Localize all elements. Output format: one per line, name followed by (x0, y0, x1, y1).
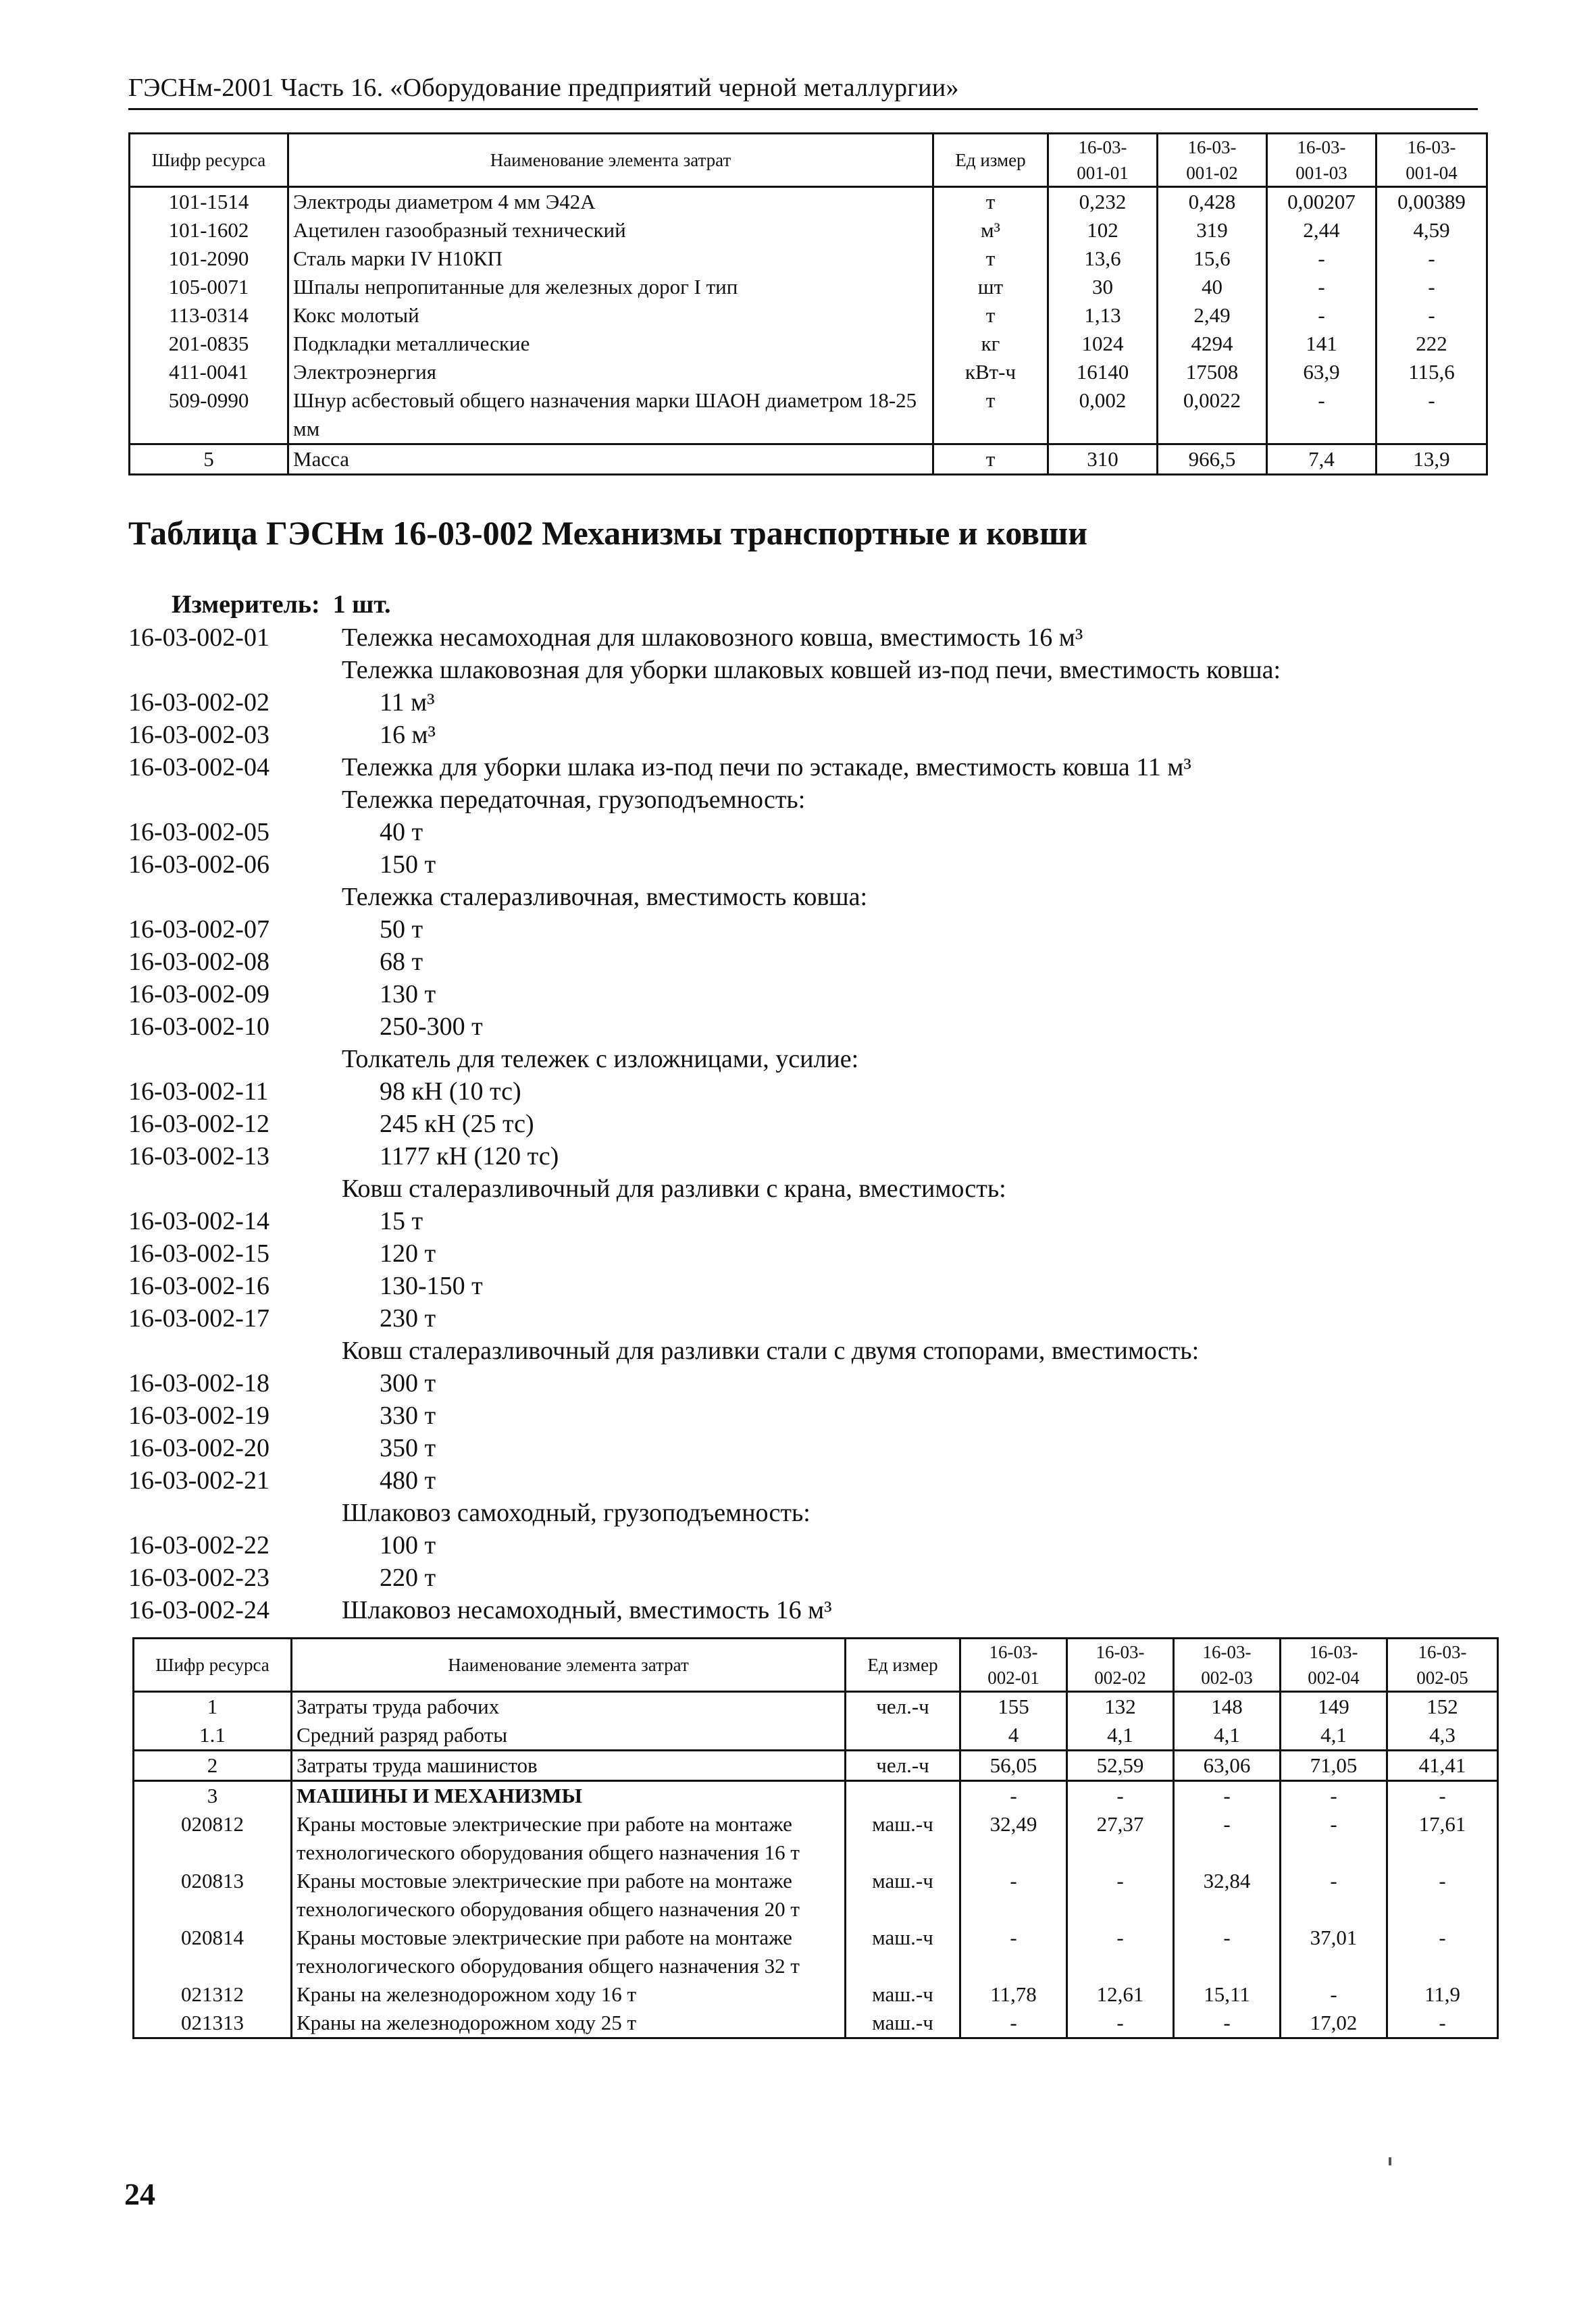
header-col: 16-03- 001-03 (1267, 134, 1376, 187)
spec-code: 16-03-002-16 (128, 1272, 269, 1300)
cell-value: 148 (1174, 1692, 1281, 1722)
cell-name: Затраты труда рабочих (292, 1692, 846, 1722)
cell-value: 40 (1158, 273, 1267, 301)
cell-value: 966,5 (1158, 444, 1267, 475)
spec-text: 15 т (380, 1207, 423, 1235)
spec-item (128, 1043, 1479, 1075)
cell-name: Шпалы непропитанные для железных дорог I тип (288, 273, 933, 301)
table-row (130, 330, 1487, 358)
cell-value: 115,6 (1376, 358, 1487, 386)
cell-name: Электроэнергия (288, 358, 933, 386)
cell-name: Краны на железнодорожном ходу 25 т (292, 2009, 846, 2038)
cell-unit (846, 1781, 960, 1811)
spec-code: 16-03-002-05 (128, 818, 269, 846)
cell-name: Кокс молотый (288, 301, 933, 330)
spec-text: 220 т (380, 1564, 436, 1592)
cell-name: Краны мостовые электрические при работе на монтаже технологического оборудования общего назначения 20 т (292, 1867, 846, 1924)
spec-code: 16-03-002-08 (128, 948, 269, 976)
header-code: Шифр ресурса (134, 1639, 292, 1692)
cell-value: 17,02 (1281, 2009, 1387, 2038)
cell-name: Краны мостовые электрические при работе на монтаже технологического оборудования общего назначения 16 т (292, 1810, 846, 1867)
cell-name: Краны мостовые электрические при работе на монтаже технологического оборудования общего назначения 32 т (292, 1924, 846, 1980)
cell-value: 32,49 (960, 1810, 1067, 1867)
spec-code: 16-03-002-12 (128, 1110, 269, 1138)
spec-items (128, 621, 1479, 1626)
cell-value: 30 (1048, 273, 1158, 301)
cell-value: - (1174, 1781, 1281, 1811)
cell-value: 149 (1281, 1692, 1387, 1722)
table-title: Таблица ГЭСНм 16-03-002 Механизмы транспортные и ковши (128, 514, 1088, 552)
cell-value: 0,00207 (1267, 187, 1376, 217)
cell-value: 2,49 (1158, 301, 1267, 330)
cell-value: 1,13 (1048, 301, 1158, 330)
cell-value: - (1067, 1867, 1174, 1924)
cell-unit: шт (933, 273, 1048, 301)
cell-value: 27,37 (1067, 1810, 1174, 1867)
cell-unit: маш.-ч (846, 1810, 960, 1867)
table-row (130, 444, 1487, 475)
table-header-row (134, 1639, 1498, 1692)
spec-code: 16-03-002-01 (128, 623, 269, 652)
cell-unit: маш.-ч (846, 1867, 960, 1924)
cell-value: 56,05 (960, 1751, 1067, 1781)
spec-code: 16-03-002-23 (128, 1564, 269, 1592)
spec-item (128, 1140, 1479, 1173)
spec-item (128, 1205, 1479, 1237)
spec-code: 16-03-002-20 (128, 1434, 269, 1462)
spec-text: 16 м³ (380, 721, 436, 749)
cell-value: - (1267, 301, 1376, 330)
spec-item (128, 848, 1479, 881)
spec-item (128, 1270, 1479, 1302)
cell-value: 17,61 (1387, 1810, 1498, 1867)
spec-item (128, 1010, 1479, 1043)
spec-text: 98 кН (10 тс) (380, 1077, 521, 1106)
cell-value: - (1174, 1810, 1281, 1867)
spec-item (128, 751, 1479, 783)
spec-item (128, 1108, 1479, 1140)
spec-item (128, 978, 1479, 1010)
cell-value: 0,0022 (1158, 386, 1267, 444)
cell-name: Сталь марки IV Н10КП (288, 245, 933, 273)
table-row (130, 216, 1487, 245)
spec-item (128, 783, 1479, 816)
cell-value: 37,01 (1281, 1924, 1387, 1980)
spec-item (128, 946, 1479, 978)
cell-value: - (1376, 273, 1487, 301)
cell-unit: маш.-ч (846, 2009, 960, 2038)
spec-item (128, 1302, 1479, 1335)
cell-value: 52,59 (1067, 1751, 1174, 1781)
page-header: ГЭСНм-2001 Часть 16. «Оборудование предприятий черной металлургии» (128, 73, 1478, 110)
cell-name: Электроды диаметром 4 мм Э42А (288, 187, 933, 217)
table-header-row (130, 134, 1487, 187)
cell-value: - (1067, 1781, 1174, 1811)
table-row (134, 1781, 1498, 1811)
spec-code: 16-03-002-04 (128, 753, 269, 781)
spec-item (128, 816, 1479, 848)
cell-value: 12,61 (1067, 1980, 1174, 2009)
spec-code: 16-03-002-07 (128, 915, 269, 944)
cell-code: 021313 (134, 2009, 292, 2038)
spec-text: 245 кН (25 тс) (380, 1110, 534, 1138)
cell-unit (846, 1721, 960, 1751)
table-body (134, 1692, 1498, 2038)
spec-text: Ковш сталеразливочный для разливки с крана, вместимость: (342, 1175, 1006, 1203)
cell-value: 155 (960, 1692, 1067, 1722)
table-row (134, 1810, 1498, 1867)
spec-item (128, 1562, 1479, 1594)
cell-value: - (1174, 1924, 1281, 1980)
cell-value: 71,05 (1281, 1751, 1387, 1781)
spec-text: Шлаковоз самоходный, грузоподъемность: (342, 1499, 810, 1527)
spec-item (128, 1529, 1479, 1562)
cell-value: - (1067, 2009, 1174, 2038)
cell-value: 152 (1387, 1692, 1498, 1722)
spec-item (128, 1594, 1479, 1626)
spec-code: 16-03-002-09 (128, 980, 269, 1008)
table-row (134, 1721, 1498, 1751)
cell-value: - (1281, 1781, 1387, 1811)
cell-code: 1.1 (134, 1721, 292, 1751)
table-row (134, 1751, 1498, 1781)
spec-item (128, 654, 1479, 686)
cell-value: 319 (1158, 216, 1267, 245)
header-col: 16-03- 002-04 (1281, 1639, 1387, 1692)
table-row (134, 1867, 1498, 1924)
header-unit: Ед измер (846, 1639, 960, 1692)
cell-code: 101-1602 (130, 216, 288, 245)
spec-item (128, 1464, 1479, 1497)
cell-name: Ацетилен газообразный технический (288, 216, 933, 245)
spec-text: 130-150 т (380, 1272, 483, 1300)
header-col: 16-03- 001-02 (1158, 134, 1267, 187)
cell-value: 15,11 (1174, 1980, 1281, 2009)
cell-value: 310 (1048, 444, 1158, 475)
page-number: 24 (124, 2177, 155, 2211)
cell-value: 63,9 (1267, 358, 1376, 386)
cell-value: 0,232 (1048, 187, 1158, 217)
table-row (134, 1692, 1498, 1722)
cell-value: - (1067, 1924, 1174, 1980)
cell-code: 021312 (134, 1980, 292, 2009)
header-name: Наименование элемента затрат (292, 1639, 846, 1692)
spec-text: 330 т (380, 1402, 436, 1430)
cell-code: 2 (134, 1751, 292, 1781)
resource-table-001 (128, 132, 1488, 475)
header-col: 16-03- 001-01 (1048, 134, 1158, 187)
cell-unit: маш.-ч (846, 1924, 960, 1980)
spec-text: Тележка несамоходная для шлаковозного ковша, вместимость 16 м³ (342, 623, 1083, 652)
cell-value: 1024 (1048, 330, 1158, 358)
cell-unit: т (933, 444, 1048, 475)
spec-text: 350 т (380, 1434, 436, 1462)
cell-code: 101-1514 (130, 187, 288, 217)
cell-value: 0,00389 (1376, 187, 1487, 217)
cell-code: 020814 (134, 1924, 292, 1980)
cell-value: 0,002 (1048, 386, 1158, 444)
cell-code: 1 (134, 1692, 292, 1722)
cell-value: 13,9 (1376, 444, 1487, 475)
cell-code: 509-0990 (130, 386, 288, 444)
spec-text: Шлаковоз несамоходный, вместимость 16 м³ (342, 1596, 832, 1624)
cell-value: - (1267, 273, 1376, 301)
spec-text: 11 м³ (380, 688, 435, 717)
cell-code: 020813 (134, 1867, 292, 1924)
table-row (134, 2009, 1498, 2038)
header-col: 16-03- 002-03 (1174, 1639, 1281, 1692)
cell-value: 7,4 (1267, 444, 1376, 475)
spec-item (128, 1399, 1479, 1432)
cell-value: - (1387, 1867, 1498, 1924)
cell-value: 4,3 (1387, 1721, 1498, 1751)
cell-value: - (960, 1781, 1067, 1811)
spec-code: 16-03-002-15 (128, 1239, 269, 1268)
cell-value: 4,1 (1174, 1721, 1281, 1751)
cell-value: - (1387, 1781, 1498, 1811)
spec-item (128, 1173, 1479, 1205)
cell-value: - (1387, 2009, 1498, 2038)
spec-text: Тележка шлаковозная для уборки шлаковых ковшей из-под печи, вместимость ковша: (342, 656, 1281, 684)
cell-value: 222 (1376, 330, 1487, 358)
table-row (130, 245, 1487, 273)
spec-item (128, 1497, 1479, 1529)
cell-value: - (1281, 1810, 1387, 1867)
header-col: 16-03- 002-05 (1387, 1639, 1498, 1692)
header-unit: Ед измер (933, 134, 1048, 187)
spec-item (128, 1432, 1479, 1464)
spec-text: 130 т (380, 980, 436, 1008)
spec-text: Ковш сталеразливочный для разливки стали с двумя стопорами, вместимость: (342, 1337, 1200, 1365)
table-row (130, 358, 1487, 386)
spec-code: 16-03-002-22 (128, 1531, 269, 1560)
cell-unit: т (933, 301, 1048, 330)
table-row (134, 1924, 1498, 1980)
cell-value: 13,6 (1048, 245, 1158, 273)
cell-name: Средний разряд работы (292, 1721, 846, 1751)
cell-value: - (1281, 1980, 1387, 2009)
spec-code: 16-03-002-14 (128, 1207, 269, 1235)
cell-code: 020812 (134, 1810, 292, 1867)
spec-code: 16-03-002-03 (128, 721, 269, 749)
cell-value: - (1376, 386, 1487, 444)
cell-value: - (1281, 1867, 1387, 1924)
cell-value: - (1376, 301, 1487, 330)
cell-unit: маш.-ч (846, 1980, 960, 2009)
cell-unit: т (933, 245, 1048, 273)
table-row (130, 273, 1487, 301)
measure-label: Измеритель: (172, 590, 320, 619)
table-row (130, 187, 1487, 217)
table-row (134, 1980, 1498, 2009)
cell-unit: т (933, 386, 1048, 444)
cell-value: - (960, 1867, 1067, 1924)
spec-text: 40 т (380, 818, 423, 846)
cell-code: 411-0041 (130, 358, 288, 386)
spec-code: 16-03-002-06 (128, 850, 269, 879)
measure-value: 1 шт. (332, 590, 391, 619)
cell-code: 3 (134, 1781, 292, 1811)
header-col: 16-03- 002-02 (1067, 1639, 1174, 1692)
cell-value: 16140 (1048, 358, 1158, 386)
spec-code: 16-03-002-10 (128, 1012, 269, 1041)
cell-value: 2,44 (1267, 216, 1376, 245)
cell-name: Затраты труда машинистов (292, 1751, 846, 1781)
spec-text: 1177 кН (120 тс) (380, 1142, 559, 1171)
spec-code: 16-03-002-19 (128, 1402, 269, 1430)
spec-text: 230 т (380, 1304, 436, 1333)
spec-text: 300 т (380, 1369, 436, 1397)
cell-value: 17508 (1158, 358, 1267, 386)
scan-mark (1389, 2157, 1391, 2165)
spec-code: 16-03-002-02 (128, 688, 269, 717)
cell-value: 41,41 (1387, 1751, 1498, 1781)
spec-text: 50 т (380, 915, 423, 944)
spec-item (128, 1075, 1479, 1108)
cell-value: 15,6 (1158, 245, 1267, 273)
spec-item (128, 913, 1479, 946)
cell-value: - (960, 1924, 1067, 1980)
table-row (130, 301, 1487, 330)
cell-code: 113-0314 (130, 301, 288, 330)
cell-value: 0,428 (1158, 187, 1267, 217)
header-col: 16-03- 002-01 (960, 1639, 1067, 1692)
cell-value: 141 (1267, 330, 1376, 358)
cell-code: 201-0835 (130, 330, 288, 358)
cell-unit: чел.-ч (846, 1751, 960, 1781)
spec-list (128, 588, 1479, 1626)
cell-value: - (1267, 386, 1376, 444)
spec-text: Тележка передаточная, грузоподъемность: (342, 786, 806, 814)
cell-unit: кВт-ч (933, 358, 1048, 386)
cell-value: - (960, 2009, 1067, 2038)
cell-value: 132 (1067, 1692, 1174, 1722)
cell-code: 101-2090 (130, 245, 288, 273)
spec-item (128, 1335, 1479, 1367)
cell-name: Подкладки металлические (288, 330, 933, 358)
cell-name: Шнур асбестовый общего назначения марки ШАОН диаметром 18-25 мм (288, 386, 933, 444)
spec-text: Тележка сталеразливочная, вместимость ковша: (342, 883, 868, 911)
table-row (130, 386, 1487, 444)
spec-text: 150 т (380, 850, 436, 879)
spec-code: 16-03-002-24 (128, 1596, 269, 1624)
cell-value: 11,9 (1387, 1980, 1498, 2009)
spec-code: 16-03-002-11 (128, 1077, 269, 1106)
spec-text: 68 т (380, 948, 423, 976)
spec-code: 16-03-002-18 (128, 1369, 269, 1397)
cell-value: 4,1 (1067, 1721, 1174, 1751)
cell-code: 105-0071 (130, 273, 288, 301)
cell-name: Краны на железнодорожном ходу 16 т (292, 1980, 846, 2009)
cell-code: 5 (130, 444, 288, 475)
cell-value: 11,78 (960, 1980, 1067, 2009)
table-body (130, 187, 1487, 475)
spec-text: 100 т (380, 1531, 436, 1560)
spec-item (128, 881, 1479, 913)
cell-name: Масса (288, 444, 933, 475)
cell-unit: чел.-ч (846, 1692, 960, 1722)
spec-item (128, 1237, 1479, 1270)
spec-item (128, 719, 1479, 751)
measure-line (128, 588, 1479, 621)
cell-name: МАШИНЫ И МЕХАНИЗМЫ (292, 1781, 846, 1811)
resource-table-002 (132, 1637, 1499, 2039)
cell-value: 4294 (1158, 330, 1267, 358)
header-name: Наименование элемента затрат (288, 134, 933, 187)
spec-item (128, 1367, 1479, 1399)
spec-text: Толкатель для тележек с изложницами, усилие: (342, 1045, 859, 1073)
cell-value: 4,1 (1281, 1721, 1387, 1751)
cell-value: 4 (960, 1721, 1067, 1751)
spec-text: 120 т (380, 1239, 436, 1268)
cell-value: 63,06 (1174, 1751, 1281, 1781)
header-code: Шифр ресурса (130, 134, 288, 187)
spec-text: Тележка для уборки шлака из-под печи по эстакаде, вместимость ковша 11 м³ (342, 753, 1191, 781)
cell-unit: т (933, 187, 1048, 217)
cell-unit: м³ (933, 216, 1048, 245)
spec-item (128, 621, 1479, 654)
cell-value: - (1267, 245, 1376, 273)
header-col: 16-03- 001-04 (1376, 134, 1487, 187)
cell-value: - (1387, 1924, 1498, 1980)
cell-value: 32,84 (1174, 1867, 1281, 1924)
spec-code: 16-03-002-17 (128, 1304, 269, 1333)
spec-text: 250-300 т (380, 1012, 483, 1041)
cell-unit: кг (933, 330, 1048, 358)
spec-code: 16-03-002-13 (128, 1142, 269, 1171)
cell-value: 102 (1048, 216, 1158, 245)
cell-value: - (1174, 2009, 1281, 2038)
spec-code: 16-03-002-21 (128, 1466, 269, 1495)
cell-value: 4,59 (1376, 216, 1487, 245)
spec-text: 480 т (380, 1466, 436, 1495)
cell-value: - (1376, 245, 1487, 273)
spec-item (128, 686, 1479, 719)
